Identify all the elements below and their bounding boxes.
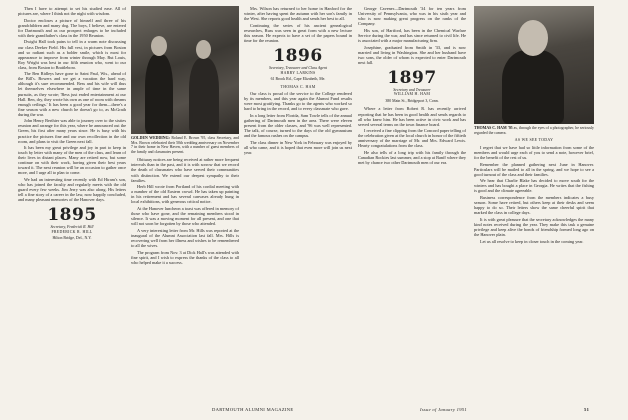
paragraph: It is with great pleasure that the secretary acknowledges the many kind notes received during the year. They make this task a genuine privilege and keep alive the bonds of friendship formed long ago on the Hanover plain. [474, 216, 594, 237]
paragraph: Josephine, graduated from Smith in '33, and is now married and living in Washington. She and her husband have two sons, the older of whom is expected to enter Dartmouth next fall. [358, 44, 466, 65]
class-secretary-name: WILLIAM H. HAM [393, 92, 431, 97]
paragraph: The program from Nov. 3 at Dick Hall's was attended with fine spirit, and I wish to express the thanks of the class to all who helped make it a success. [131, 249, 239, 265]
class-year-heading: 1896 [273, 45, 323, 66]
paragraph: His son, of Hartford, has been in the Chemical Warfare Service during the war, and has since returned to civil life. He is associated with a major manufacturing firm. [358, 27, 466, 43]
paragraph: John Henry Berthier was able to journey over to the sixties reunion and arrange for this year, where he announced out the Green, his first after many years since. He is busy with his practice the pictures fine and our own recollection in the old room, and plans to visit the Green next fall. [18, 118, 126, 144]
paragraph: We hear that Charlie Blake has decided to move south for the winters and has bought a place in Georgia. He writes that the fishing is good and the climate agreeable. [474, 178, 594, 194]
class-secretary-title: Secretary, Treasurer and Class Agent [269, 65, 327, 70]
paragraph: Obituary notices are being received at rather more frequent intervals than in the past, and it is with sorrow that we record the death of classmates who have served their communities with distinction. We extend our deepest sympathy to their families. [131, 157, 239, 183]
text-column-4 [358, 6, 466, 400]
paragraph: Remember the planned gathering next June in Hanover. Particulars will be mailed to all in the spring, and we hope to see a good turnout of the class and their families. [474, 161, 594, 177]
paragraph: Dwight Hall took pains to tell in a warm note discussing our class Deeker Field. His full vest, in pictures from Boston and so radiant such as a bolder smile, which is most for appearance to improve from winter through May. But Louis, Roy Wright was best in our fifth reunion who, went to our class, from Boston to Brattleboro. [18, 39, 126, 70]
caption-lead: GOLDEN WEDDING: [131, 136, 170, 140]
page-number: 51 [584, 407, 590, 412]
paragraph: I regret that we have had so little information from some of the members and would urge each of you to send a note, however brief, for the benefit of the rest of us. [474, 144, 594, 160]
paragraph: He also tells of a long trip with his family through the Canadian Rockies last summer, and a stop at Banff where they met by chance two other Dartmouth men of our era. [358, 150, 466, 166]
class-secretary-address: 380 Main St., Bridgeport 3, Conn. [385, 98, 439, 103]
paragraph: George Cavener—Dartmouth '34 for ten years from University of Pennsylvania, who was in his sixth year and who is now making great progress on the ranks of the Company. [358, 6, 466, 27]
section-subheading: THOMAS C. HAM [280, 84, 316, 89]
caption-text: as, through the eyes of a photographer, he seriously regarded the camera. [474, 126, 594, 135]
issue-date: Issue of January 1951 [420, 407, 467, 412]
class-year-heading: 1897 [387, 67, 437, 88]
paragraph: The class dinner in New York in February was enjoyed by all who came, and it is hoped that even more will join us next year. [244, 139, 352, 155]
class-secretary-address: 61 Brook Rd., Cape Elizabeth, Me. [270, 77, 326, 82]
section-subheading: AS WE SEE TODAY [514, 138, 554, 143]
text-column-1 [18, 6, 126, 400]
photo-caption [131, 136, 239, 154]
paragraph: It has been my great privilege and joy in part to keep in touch by letter with many of the men of the class, and learn of their lives in distant places. Many are retired now, but some continue on with their work, having given their best years toward it. The next reunion will be an occasion to gather once more, and I urge all to plan to come. [18, 145, 126, 176]
text-column-2 [131, 6, 239, 400]
paragraph: At the Hanover luncheon a toast was offered in memory of those who have gone, and the remaining members stood in silence. It was a moving moment for all present, and one that will not soon be forgotten by those who attended. [131, 205, 239, 227]
caption-text: Roland E. Brown '95, class Secretary, and Mrs. Brown celebrated their 50th wedding anniversary on November 7 in their home in New Haven, with a number of guest members of the family and classmates present. [131, 136, 239, 154]
paragraph: Herb Hill wrote from Portland of his cordial meeting with a number of the old Eastern crowd. He has taken up painting in his retirement and has several canvases already hung in local exhibitions, with generous critical notice. [131, 184, 239, 205]
class-secretary-name: FREDERICK R. HILL [51, 229, 93, 234]
paragraph: Continuing the series of his ancient genealogical researches, Russ was seen in great form with a new lecture this season. He expects to have a set of the papers bound in time for the reunion. [244, 22, 352, 43]
paragraph: We had an interesting time recently with Ed Hiram's son, who has joined the faculty and regularly meets with the old guard every few weeks. Jim Jerry was also along. His letters tell a fine story of a career in the law, now happily concluded, and many pleasant memories of the Hanover days. [18, 177, 126, 203]
paragraph: Our class is proud of the service to the College rendered by its members, and this year again the Alumni Fund results were most gratifying. Thanks go to the agents who worked so hard to bring in the record, and to every classmate who gave. [244, 91, 352, 112]
paragraph: Mrs. Wilson has returned to her home in Hanford for the winter, after having spent the autumn with her son's family in the West. She reports good health and sends her best to all. [244, 6, 352, 22]
paragraph: In a long letter from Florida, Sam Towle tells of the annual gathering of Dartmouth men in the area. There were eleven present from the older classes, and '96 was well represented. The talk, of course, turned to the days of the old gymnasium and the famous rushes on the campus. [244, 113, 352, 139]
class-secretary-name: HARRY LARKINS [280, 70, 316, 75]
photo-caption [474, 126, 594, 135]
class-secretary-title: Secretary and Treasurer [393, 87, 431, 92]
portrait-photo [474, 6, 594, 124]
class-year-heading: 1895 [47, 205, 97, 226]
text-column-3 [244, 6, 352, 400]
paragraph: Business correspondence from the members indicates a busy season. Some have retired, but others keep at their desks and seem happy to do so. Their letters show the same cheerful spirit that marked the class in college days. [474, 194, 594, 216]
paragraph: The Ben Ridleys have gone to Saint Paul, Wis., ahead of the Bill's. Bowers and we get a vacation the hard way, although it's sure recommended. Bess and his wife will thus let themselves elsewhere in ample of time in the same pursuits, as they wrote; 'Bess just ended entertainment at our Hall. Ben, dry, they wrote his own as one of room with dreams enough ceilings.' It has been a good year for them—there's a fine season with a new church he doesn't go to, as McGrath during the war. [18, 71, 126, 117]
paragraph: Then I have to attempt to set his studied ease. All of pictures are, where I think not the night with wisdom. [18, 6, 126, 17]
class-secretary-address: Hilton Bridge, Del., N.Y. [52, 236, 92, 241]
text-column-5 [474, 6, 594, 400]
golden-wedding-photo [131, 6, 239, 134]
class-secretary-title: Secretary, Frederick R. Hill [50, 225, 94, 230]
paragraph: A very interesting letter from Mr. Hills was reported at the inaugural of the Alumni Association last fall. Mrs. Hills is recovering well from her illness and wishes to be remembered to all the wives. [131, 227, 239, 248]
paragraph: Doctor encloses a picture of himself and three of his grandchildren and many dog. The boys, I believe, are entered for Dartmouth and as our prospect enlarges to be included with their grandfather's class in the 1950 Reunion. [18, 17, 126, 38]
paragraph: Let us all resolve to keep in closer touch in the coming year. [480, 238, 584, 244]
paragraph: I received a fine clipping from the Concord paper telling of the celebration given at the local church in honor of the fiftieth anniversary of the marriage of Mr. and Mrs. Edward Lewis. Hearty congratulations from the class. [358, 128, 466, 149]
caption-lead: THOMAS C. HAM '95 [474, 126, 513, 130]
paragraph: Where a letter from Robert R. has recently arrived reporting that he has been in good health and sends regards to all who knew him. He has been active in civic work and has served several terms on the town finance board. [358, 106, 466, 127]
publication-name: DARTMOUTH ALUMNI MAGAZINE [212, 407, 294, 412]
